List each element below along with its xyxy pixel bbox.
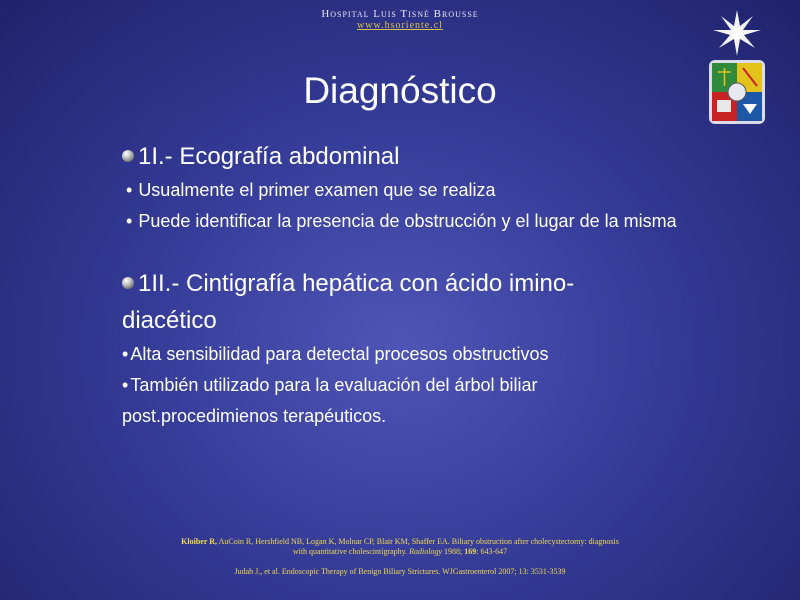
bullet-dot-icon: •: [122, 344, 129, 364]
bullet-dot-icon: •: [126, 211, 133, 231]
bullet-ball-icon: [122, 277, 134, 289]
list-item: • También utilizado para la evaluación del árbol biliar: [122, 375, 538, 395]
reference-1: Kloiber R, AuCoin R, Hershfield NB, Logan K, Molnar CP, Blair KM, Shaffer EA. Biliary obstruction after cholecystectomy: diagnosis with quantitative cholescintigraphy. Radiology 1988; 169: 643-647: [181, 537, 619, 556]
bullet-dot-icon: •: [122, 375, 129, 395]
list-item-continuation: post.procedimienos terapéuticos.: [122, 406, 387, 426]
hospital-name: Hospital Luis Tisné Brousse: [321, 8, 479, 20]
bullet-ball-icon: [122, 150, 134, 162]
section-heading-continuation: diacético: [122, 307, 217, 334]
slide-title: Diagnóstico: [303, 70, 497, 111]
reference-2: Judah J., et al. Endoscopic Therapy of Benign Biliary Strictures. WJGastroenterol 2007; 13: 3531-3539: [234, 567, 566, 576]
list-item: • Alta sensibilidad para detectal procesos obstructivos: [122, 344, 549, 364]
list-item: • Usualmente el primer examen que se realiza: [126, 180, 496, 200]
section-heading: 1I.- Ecografía abdominal: [122, 138, 762, 175]
star-icon: [713, 10, 761, 56]
list-item: • Puede identificar la presencia de obstrucción y el lugar de la misma: [126, 211, 677, 231]
slide-content: [122, 138, 762, 432]
section-heading: 1II.- Cintigrafía hepática con ácido imino-: [122, 265, 762, 302]
hospital-website-link[interactable]: www.hsoriente.cl: [357, 20, 443, 31]
bullet-dot-icon: •: [126, 180, 133, 200]
